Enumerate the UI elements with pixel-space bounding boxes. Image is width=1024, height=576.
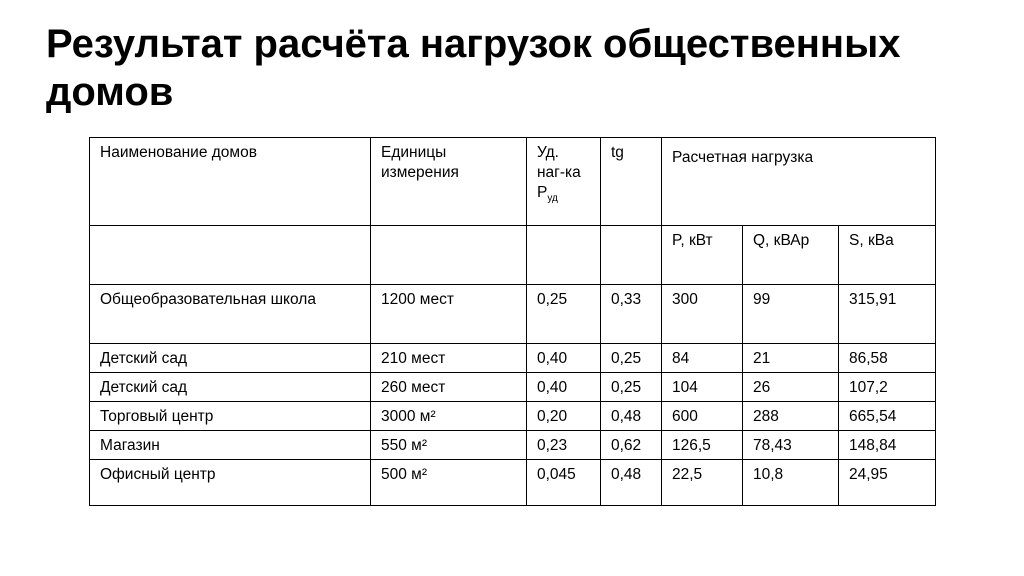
cell-unit: 3000 м² bbox=[371, 402, 527, 431]
header-spec-line2: наг-ка bbox=[537, 164, 581, 181]
cell-name: Общеобразовательная школа bbox=[90, 285, 371, 344]
header-calc-load: Расчетная нагрузка bbox=[662, 138, 936, 226]
cell-q: 21 bbox=[743, 344, 839, 373]
cell-q: 26 bbox=[743, 373, 839, 402]
cell-p: 600 bbox=[662, 402, 743, 431]
cell-tg: 0,48 bbox=[601, 460, 662, 506]
cell-q: 10,8 bbox=[743, 460, 839, 506]
header-s: S, кВа bbox=[839, 226, 936, 285]
cell-p: 22,5 bbox=[662, 460, 743, 506]
cell-name: Детский сад bbox=[90, 344, 371, 373]
subheader-empty-units bbox=[371, 226, 527, 285]
table-row bbox=[90, 402, 936, 431]
cell-tg: 0,48 bbox=[601, 402, 662, 431]
table-row bbox=[90, 431, 936, 460]
cell-spec: 0,40 bbox=[527, 344, 601, 373]
cell-p: 300 bbox=[662, 285, 743, 344]
cell-p: 84 bbox=[662, 344, 743, 373]
subheader-empty-name bbox=[90, 226, 371, 285]
header-name: Наименование домов bbox=[90, 138, 371, 226]
cell-spec: 0,25 bbox=[527, 285, 601, 344]
cell-name: Магазин bbox=[90, 431, 371, 460]
cell-spec: 0,045 bbox=[527, 460, 601, 506]
cell-q: 288 bbox=[743, 402, 839, 431]
table-row bbox=[90, 344, 936, 373]
header-spec-subscript: уд bbox=[547, 193, 558, 204]
header-q: Q, кВАр bbox=[743, 226, 839, 285]
cell-name: Детский сад bbox=[90, 373, 371, 402]
cell-q: 99 bbox=[743, 285, 839, 344]
cell-s: 24,95 bbox=[839, 460, 936, 506]
header-units bbox=[371, 138, 527, 226]
header-spec-symbol-line bbox=[537, 183, 592, 209]
header-row bbox=[90, 138, 936, 226]
cell-unit: 210 мест bbox=[371, 344, 527, 373]
cell-q: 78,43 bbox=[743, 431, 839, 460]
cell-spec: 0,20 bbox=[527, 402, 601, 431]
cell-s: 665,54 bbox=[839, 402, 936, 431]
cell-name: Офисный центр bbox=[90, 460, 371, 506]
slide-title: Результат расчёта нагрузок общественных домов bbox=[46, 22, 901, 114]
cell-unit: 260 мест bbox=[371, 373, 527, 402]
table-row bbox=[90, 285, 936, 344]
cell-spec: 0,23 bbox=[527, 431, 601, 460]
loads-table bbox=[89, 137, 936, 506]
subheader-empty-spec bbox=[527, 226, 601, 285]
header-spec-load bbox=[527, 138, 601, 226]
cell-tg: 0,25 bbox=[601, 373, 662, 402]
header-spec-line1: Уд. bbox=[537, 144, 559, 161]
cell-name: Торговый центр bbox=[90, 402, 371, 431]
header-units-line1: Единицы bbox=[381, 144, 447, 161]
cell-p: 104 bbox=[662, 373, 743, 402]
cell-s: 107,2 bbox=[839, 373, 936, 402]
header-units-line2: измерения bbox=[381, 164, 459, 181]
cell-tg: 0,25 bbox=[601, 344, 662, 373]
header-spec-symbol: P bbox=[537, 184, 548, 201]
subheader-row bbox=[90, 226, 936, 285]
cell-s: 315,91 bbox=[839, 285, 936, 344]
header-p: P, кВт bbox=[662, 226, 743, 285]
cell-spec: 0,40 bbox=[527, 373, 601, 402]
table-row bbox=[90, 373, 936, 402]
cell-unit: 1200 мест bbox=[371, 285, 527, 344]
cell-p: 126,5 bbox=[662, 431, 743, 460]
cell-tg: 0,33 bbox=[601, 285, 662, 344]
table-row bbox=[90, 460, 936, 506]
cell-s: 148,84 bbox=[839, 431, 936, 460]
cell-tg: 0,62 bbox=[601, 431, 662, 460]
subheader-empty-tg bbox=[601, 226, 662, 285]
cell-s: 86,58 bbox=[839, 344, 936, 373]
cell-unit: 500 м² bbox=[371, 460, 527, 506]
header-tg: tg bbox=[601, 138, 662, 226]
cell-unit: 550 м² bbox=[371, 431, 527, 460]
